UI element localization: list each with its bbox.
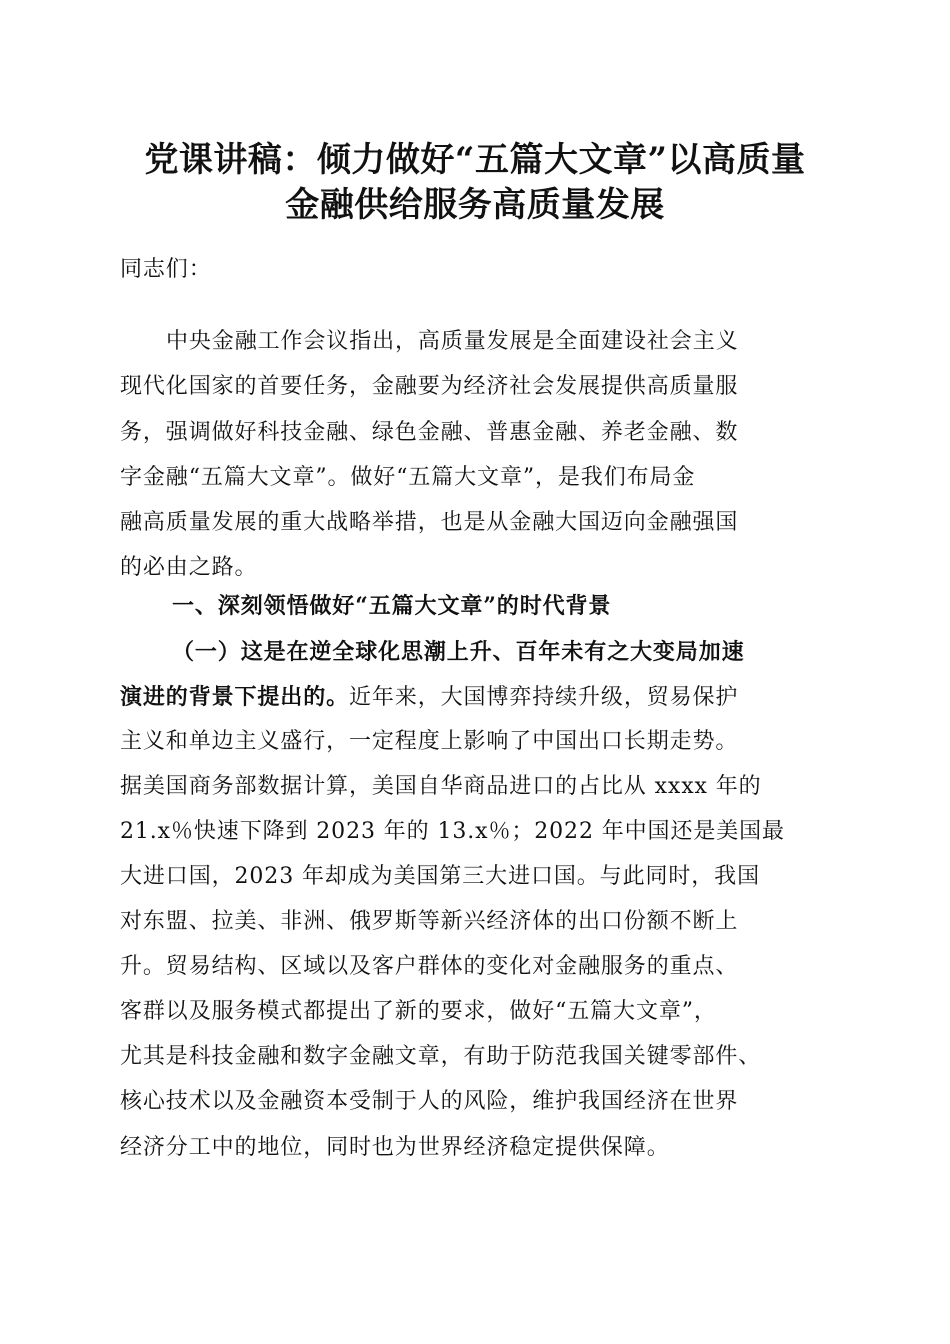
paragraph-line [120, 675, 738, 720]
paragraph-text: 近年来，大国博弈持续升级，贸易保护 [349, 685, 739, 710]
document-title-line-1: 党课讲稿：倾力做好“五篇大文章”以高质量 [144, 140, 806, 180]
subsection-heading-end: 演进的背景下提出的。 [120, 684, 350, 710]
paragraph-line: 对东盟、拉美、非洲、俄罗斯等新兴经济体的出口份额不断上 [120, 909, 739, 934]
paragraph-line: 升。贸易结构、区域以及客户群体的变化对金融服务的重点、 [120, 954, 739, 979]
paragraph-line: 的必由之路。 [120, 555, 258, 580]
paragraph-line: 经济分工中的地位，同时也为世界经济稳定提供保障。 [120, 1135, 670, 1160]
paragraph-line: 务，强调做好科技金融、绿色金融、普惠金融、养老金融、数 [120, 420, 739, 445]
paragraph-line: 客群以及服务模式都提出了新的要求，做好“五篇大文章”， [120, 999, 717, 1024]
paragraph-line: 大进口国，2023 年却成为美国第三大进口国。与此同时，我国 [120, 864, 760, 889]
paragraph-line: 21.x％快速下降到 2023 年的 13.x％；2022 年中国还是美国最 [120, 819, 785, 844]
paragraph-line: 字金融“五篇大文章”。做好“五篇大文章”，是我们布局金 [120, 465, 696, 490]
paragraph-line: 尤其是科技金融和数字金融文章，有助于防范我国关键零部件、 [120, 1044, 762, 1069]
paragraph-line: 现代化国家的首要任务，金融要为经济社会发展提供高质量服 [120, 374, 739, 399]
greeting: 同志们： [120, 257, 212, 282]
paragraph-line: 主义和单边主义盛行，一定程度上影响了中国出口长期走势。 [120, 729, 739, 754]
section-heading: 一、深刻领悟做好“五篇大文章”的时代背景 [172, 593, 612, 619]
paragraph-line: 核心技术以及金融资本受制于人的风险，维护我国经济在世界 [120, 1089, 739, 1114]
paragraph-line: 据美国商务部数据计算，美国自华商品进口的占比从 xxxx 年的 [120, 774, 762, 799]
paragraph-line: 融高质量发展的重大战略举措，也是从金融大国迈向金融强国 [120, 510, 739, 535]
paragraph-line: 中央金融工作会议指出，高质量发展是全面建设社会主义 [166, 329, 739, 354]
document-title-line-2: 金融供给服务高质量发展 [285, 185, 665, 225]
subsection-heading: （一）这是在逆全球化思潮上升、百年未有之大变局加速 [172, 639, 745, 665]
